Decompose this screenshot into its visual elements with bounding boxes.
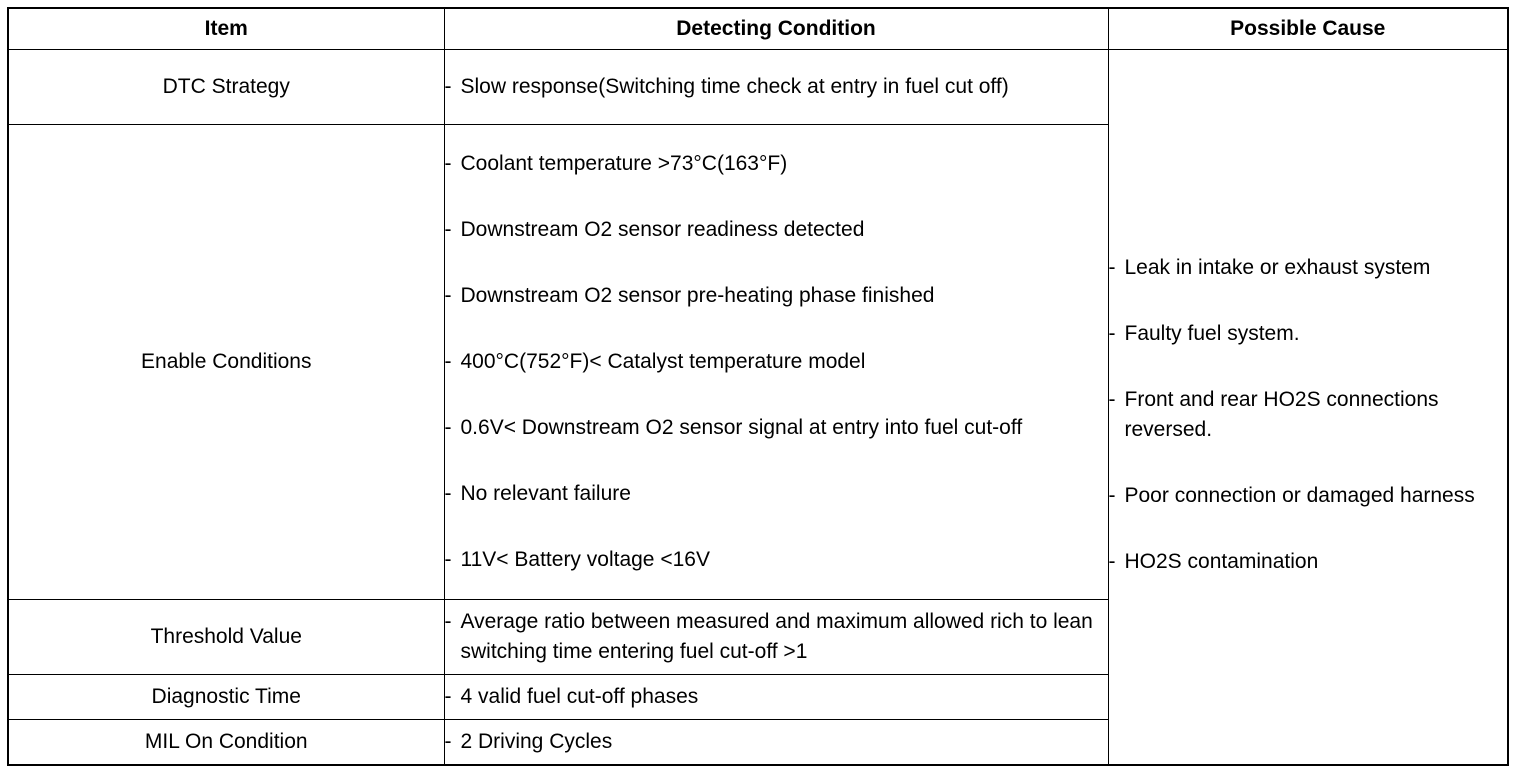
possible-cause-list: [1109, 253, 1508, 577]
bullet-dash: -: [1108, 484, 1116, 507]
condition-bullet: [445, 149, 1108, 179]
possible-cause-cell: [1108, 50, 1508, 766]
condition-bullet: [445, 347, 1108, 377]
condition-text: Coolant temperature >73°C(163°F): [460, 152, 788, 175]
item-mil-on-condition: MIL On Condition: [8, 720, 444, 766]
condition-text: 0.6V< Downstream O2 sensor signal at entry into fuel cut-off: [460, 416, 1023, 439]
condition-text: 4 valid fuel cut-off phases: [460, 685, 699, 708]
item-threshold-value: Threshold Value: [8, 600, 444, 675]
condition-text: 2 Driving Cycles: [460, 730, 613, 753]
header-row: [8, 8, 1508, 50]
bullet-dash: -: [1108, 550, 1116, 573]
condition-text: Average ratio between measured and maximum allowed rich to lean switching time entering fuel cut-off >1: [460, 610, 1093, 663]
condition-bullet: [445, 281, 1108, 311]
bullet-dash: -: [444, 218, 452, 241]
cause-bullet: [1109, 547, 1508, 577]
condition-cell-dtc-strategy: [444, 50, 1108, 125]
bullet-dash: -: [1108, 256, 1116, 279]
condition-text: Slow response(Switching time check at entry in fuel cut off): [460, 75, 1009, 98]
condition-bullet: [445, 413, 1108, 443]
bullet-dash: -: [444, 482, 452, 505]
condition-cell-diagnostic-time: [444, 675, 1108, 720]
bullet-dash: -: [444, 685, 452, 708]
bullet-dash: -: [444, 75, 452, 98]
bullet-dash: -: [444, 152, 452, 175]
condition-bullet: [445, 682, 1108, 712]
condition-bullet: [445, 72, 1108, 102]
bullet-dash: -: [444, 416, 452, 439]
condition-text: No relevant failure: [460, 482, 631, 505]
condition-cell-threshold-value: [444, 600, 1108, 675]
cause-bullet: [1109, 253, 1508, 283]
item-diagnostic-time: Diagnostic Time: [8, 675, 444, 720]
table-row-dtc-strategy: [8, 50, 1508, 125]
cause-text: Poor connection or damaged harness: [1124, 484, 1475, 507]
bullet-dash: -: [444, 350, 452, 373]
condition-bullet: [445, 607, 1108, 667]
bullet-dash: -: [444, 548, 452, 571]
condition-text: 11V< Battery voltage <16V: [460, 548, 710, 571]
condition-bullet: [445, 545, 1108, 575]
bullet-dash: -: [444, 730, 452, 753]
condition-bullet: [445, 215, 1108, 245]
diagnostic-table: [7, 7, 1509, 766]
item-dtc-strategy: DTC Strategy: [8, 50, 444, 125]
condition-text: 400°C(752°F)< Catalyst temperature model: [460, 350, 866, 373]
enable-conditions-list: [445, 149, 1108, 575]
condition-cell-enable-conditions: [444, 125, 1108, 600]
condition-bullet: [445, 727, 1108, 757]
bullet-dash: -: [444, 610, 452, 633]
cause-text: Faulty fuel system.: [1124, 322, 1300, 345]
cause-text: Front and rear HO2S connections reversed.: [1124, 388, 1439, 441]
cause-text: HO2S contamination: [1124, 550, 1319, 573]
bullet-dash: -: [444, 284, 452, 307]
item-enable-conditions: Enable Conditions: [8, 125, 444, 600]
header-item: Item: [8, 8, 444, 50]
bullet-dash: -: [1108, 388, 1116, 411]
bullet-dash: -: [1108, 322, 1116, 345]
cause-bullet: [1109, 385, 1508, 445]
condition-bullet: [445, 479, 1108, 509]
condition-text: Downstream O2 sensor pre-heating phase finished: [460, 284, 935, 307]
condition-cell-mil-on-condition: [444, 720, 1108, 766]
cause-text: Leak in intake or exhaust system: [1124, 256, 1431, 279]
header-possible-cause: Possible Cause: [1108, 8, 1508, 50]
header-detecting-condition: Detecting Condition: [444, 8, 1108, 50]
cause-bullet: [1109, 319, 1508, 349]
cause-bullet: [1109, 481, 1508, 511]
condition-text: Downstream O2 sensor readiness detected: [460, 218, 865, 241]
